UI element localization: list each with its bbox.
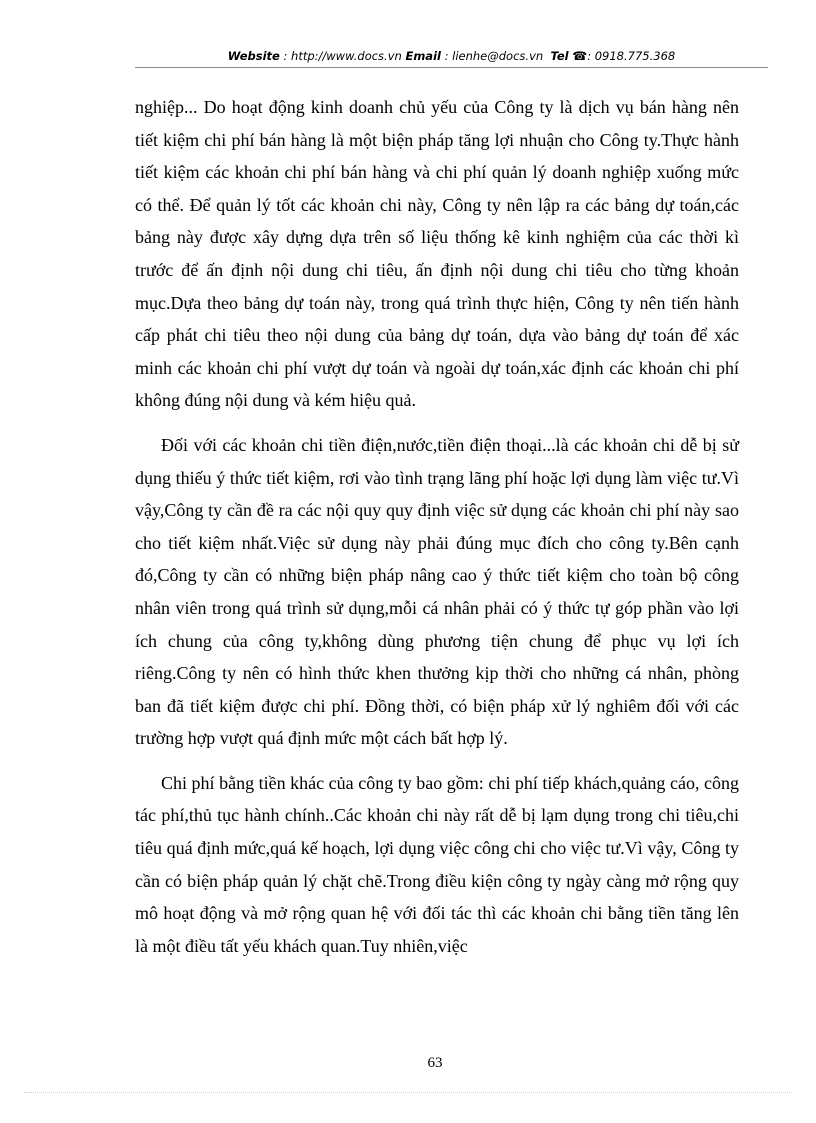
email-address[interactable]: lienhe@docs.vn [452, 49, 544, 63]
paragraph-cost-estimates: nghiệp... Do hoạt động kinh doanh chủ yếu của Công ty là dịch vụ bán hàng nên tiết kiệm chi phí bán hàng là một biện pháp tăng lợi nhuận cho Công ty.Thực hành tiết kiệm các khoản chi phí bán hàng và chi phí quản lý doanh nghiệp xuống mức có thể. Để quản lý tốt các khoản chi này, Công ty nên lập ra các bảng dự toán,các bảng này được xây dựng dựa trên số liệu thống kê kinh nghiệm của các thời kì trước để ấn định nội dung chi tiêu, ấn định nội dung chi tiêu cho từng khoản mục.Dựa theo bảng dự toán này, trong quá trình thực hiện, Công ty nên tiến hành cấp phát chi tiêu theo nội dung của bảng dự toán, dựa vào bảng dự toán để xác minh các khoản chi phí vượt dự toán và ngoài dự toán,xác định các khoản chi phí không đúng nội dung và kém hiệu quả. [135, 97, 739, 411]
website-url[interactable]: http://www.docs.vn [291, 49, 402, 63]
page-header [135, 48, 768, 64]
footer-divider [24, 1092, 792, 1093]
website-label: Website [227, 49, 280, 63]
email-separator: : [440, 49, 453, 63]
phone-icon: ☎ [572, 49, 588, 63]
paragraph-utility-costs: Đối với các khoản chi tiền điện,nước,tiền điện thoại...là các khoản chi dễ bị sử dụng thiếu ý thức tiết kiệm, rơi vào tình trạng lãng phí hoặc lợi dụng làm việc tư.Vì vậy,Công ty cần đề ra các nội quy quy định việc sử dụng các khoản chi phí này sao cho tiết kiệm nhất.Việc sử dụng này phải đúng mục đích cho công ty.Bên cạnh đó,Công ty cần có những biện pháp nâng cao ý thức tiết kiệm cho toàn bộ công nhân viên trong quá trình sử dụng,mỗi cá nhân phải có ý thức tự góp phần vào lợi ích chung của công ty,không dùng phương tiện chung để phục vụ lợi ích riêng.Công ty nên có hình thức khen thưởng kịp thời cho những cá nhân, phòng ban đã tiết kiệm được chi phí. Đồng thời, có biện pháp xử lý nghiêm đối với các trường hợp vượt quá định mức một cách bất hợp lý. [135, 434, 739, 749]
header-divider [135, 67, 768, 68]
document-body [135, 91, 739, 974]
tel-number: : 0918.775.368 [587, 49, 676, 63]
tel-label: Tel [550, 49, 569, 63]
page-number: 63 [427, 1055, 443, 1071]
website-separator: : [279, 49, 292, 63]
paragraph-other-cash-costs: Chi phí bằng tiền khác của công ty bao gồm: chi phí tiếp khách,quảng cáo, công tác phí,thủ tục hành chính..Các khoản chi này rất dễ bị lạm dụng trong chi tiêu,chi tiêu quá định mức,quá kế hoạch, lợi dụng việc công chi cho việc tư.Vì vậy, Công ty cần có biện pháp quản lý chặt chẽ.Trong điều kiện công ty ngày càng mở rộng quy mô hoạt động và mở rộng quan hệ với đối tác thì các khoản chi bằng tiền tăng lên là một điều tất yếu khách quan.Tuy nhiên,việc [135, 772, 739, 956]
email-label: Email [405, 49, 441, 63]
